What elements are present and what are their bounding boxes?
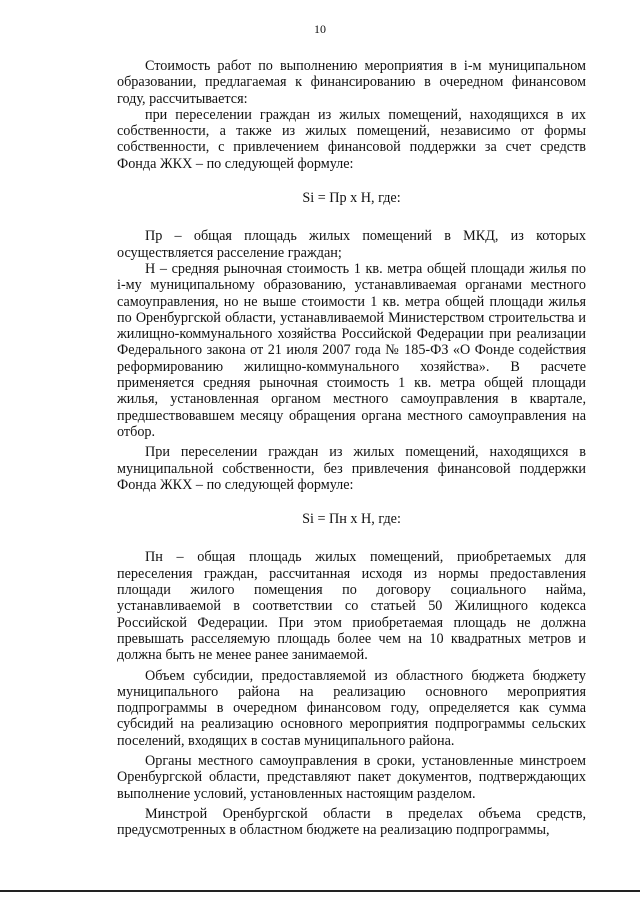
paragraph-pr-definition: Пр – общая площадь жилых помещений в МКД, из которых осуществляется расселение граждан; bbox=[117, 228, 586, 261]
document-body bbox=[117, 58, 586, 842]
paragraph-h-definition: Н – средняя рыночная стоимость 1 кв. метра общей площади жилья по i-му муниципальному образованию, устанавливаемая органами местного самоуправления, но не выше стоимости 1 кв. метра общей площади жилья по Оренбургской области, устанавливаемой Министерством строительства и жилищно-коммунального хозяйства Российской Федерации при реализации Федерального закона от 21 июля 2007 года № 185-ФЗ «О Фонде содействия реформированию жилищно-коммунального хозяйства». В расчете применяется средняя рыночная стоимость 1 кв. метра общей площади жилья, установленная органом местного самоуправления в квартале, предшествовавшем месяцу обращения органа местного самоуправления на отбор. bbox=[117, 260, 586, 440]
paragraph-minstroy: Минстрой Оренбургской области в пределах объема средств, предусмотренных в областном бюджете на реализацию подпрограммы, bbox=[117, 805, 586, 839]
paragraph-resettlement-with-fund: при переселении граждан из жилых помещений, находящихся в их собственности, а также из жилых помещений, независимо от формы собственности, с привлечением финансовой поддержки за счет средств Фонда ЖКХ – по следующей формуле: bbox=[117, 106, 586, 172]
formula-pn: Si = Пн x Н, где: bbox=[302, 511, 401, 528]
paragraph-pn-definition: Пн – общая площадь жилых помещений, приобретаемых для переселения граждан, рассчитанная исходя из нормы предоставления площади жилого помещения по договору социального найма, устанавливаемой в соответствии со статьей 50 Жилищного кодекса Российской Федерации. При этом приобретаемая площадь не должна превышать расселяемую площадь более чем на 10 квадратных метров и должна быть не менее ранее занимаемой. bbox=[117, 549, 586, 664]
bottom-rule bbox=[0, 890, 640, 892]
paragraph-resettlement-municipal: При переселении граждан из жилых помещений, находящихся в муниципальной собственности, без привлечения финансовой поддержки Фонда ЖКХ – по следующей формуле: bbox=[117, 444, 586, 493]
page-number: 10 bbox=[314, 22, 326, 36]
paragraph-cost-intro: Стоимость работ по выполнению мероприятия в i-м муниципальном образовании, предлагаемая к финансированию в очередном финансовом году, рассчитывается: bbox=[117, 58, 586, 107]
formula-pr: Si = Пр x Н, где: bbox=[302, 190, 401, 207]
paragraph-subsidy-volume: Объем субсидии, предоставляемой из областного бюджета бюджету муниципального района на реализацию основного мероприятия подпрограммы в очередном финансовом году, определяется как сумма субсидий на реализацию основного мероприятия подпрограммы сельских поселений, входящих в состав муниципального района. bbox=[117, 667, 586, 749]
paragraph-local-authorities: Органы местного самоуправления в сроки, установленные минстроем Оренбургской области, представляют пакет документов, подтверждающих выполнение условий, установленных настоящим разделом. bbox=[117, 752, 586, 802]
